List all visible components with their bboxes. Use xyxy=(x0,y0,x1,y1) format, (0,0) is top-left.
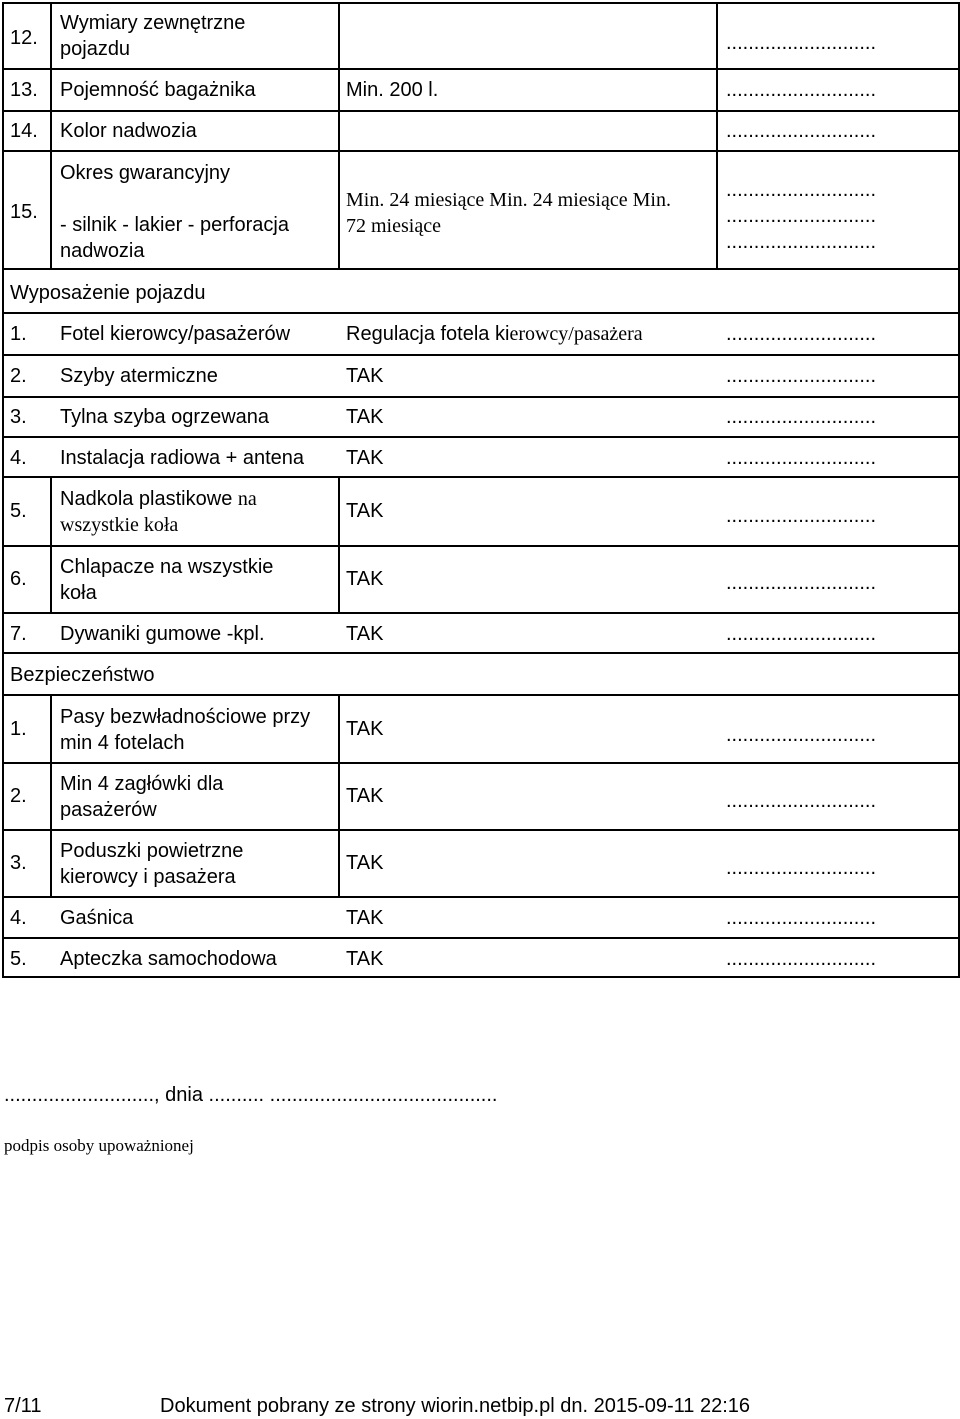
row-number: 6. xyxy=(10,568,27,590)
row-label: wszystkie koła xyxy=(60,514,179,536)
row-label: Poduszki powietrzne xyxy=(60,840,244,862)
row-number: 12. xyxy=(10,27,38,49)
row-label: koła xyxy=(60,582,97,604)
row-value: TAK xyxy=(346,852,384,874)
fill-in-dots: ........................... xyxy=(726,790,877,812)
row-label: Fotel kierowcy/pasażerów xyxy=(60,323,291,345)
row-label: Tylna szyba ogrzewana xyxy=(60,406,270,428)
row-value: TAK xyxy=(346,447,384,469)
row-value: 72 miesiące xyxy=(346,215,441,237)
row-value: TAK xyxy=(346,568,384,590)
fill-in-dots: ........................... xyxy=(726,447,877,469)
row-number: 4. xyxy=(10,907,27,929)
row-number: 3. xyxy=(10,852,27,874)
row-number: 1. xyxy=(10,323,27,345)
row-number: 3. xyxy=(10,406,27,428)
row-label-part: Nadkola plastikowe xyxy=(60,488,238,510)
fill-in-dots: ........................... xyxy=(726,179,877,201)
fill-in-dots: ........................... xyxy=(726,231,877,253)
row-label: Chlapacze na wszystkie xyxy=(60,556,274,578)
row-number: 4. xyxy=(10,447,27,469)
row-value-part: erowcy/pasażera xyxy=(509,323,643,345)
row-number: 2. xyxy=(10,785,27,807)
section-title-safety: Bezpieczeństwo xyxy=(10,664,155,686)
row-value: TAK xyxy=(346,907,384,929)
row-value: Min. 200 l. xyxy=(346,79,439,101)
row-label: Gaśnica xyxy=(60,907,134,929)
fill-in-dots: ........................... xyxy=(726,205,877,227)
row-value: TAK xyxy=(346,406,384,428)
date-place-line xyxy=(4,1082,497,1108)
row-label: Kolor nadwozia xyxy=(60,120,197,142)
row-number: 13. xyxy=(10,79,38,101)
row-number: 2. xyxy=(10,365,27,387)
row-value: TAK xyxy=(346,718,384,740)
fill-in-dots: ........................... xyxy=(726,724,877,746)
row-label: Apteczka samochodowa xyxy=(60,948,277,970)
row-label: Okres gwarancyjny xyxy=(60,162,231,184)
row-number: 5. xyxy=(10,948,27,970)
row-value: TAK xyxy=(346,785,384,807)
section-title-equipment: Wyposażenie pojazdu xyxy=(10,282,206,304)
fill-in-dots: ........................... xyxy=(726,948,877,970)
row-number: 5. xyxy=(10,500,27,522)
row-value: TAK xyxy=(346,365,384,387)
row-label: Instalacja radiowa + antena xyxy=(60,447,305,469)
row-label: - silnik - lakier - perforacja xyxy=(60,214,289,236)
fill-in-dots: ........................... xyxy=(726,120,877,142)
fill-in-dots: ........................... xyxy=(726,857,877,879)
row-label: Pojemność bagażnika xyxy=(60,79,256,101)
date-place-part: .......... ......................................... xyxy=(208,1084,498,1106)
fill-in-dots: ........................... xyxy=(726,365,877,387)
fill-in-dots: ........................... xyxy=(726,505,877,527)
row-label xyxy=(60,486,257,512)
row-label: Min 4 zagłówki dla xyxy=(60,773,224,795)
row-value xyxy=(346,321,643,347)
row-label: nadwozia xyxy=(60,240,145,262)
row-label-part: na xyxy=(237,488,257,510)
row-number: 14. xyxy=(10,120,38,142)
fill-in-dots: ........................... xyxy=(726,32,877,54)
fill-in-dots: ........................... xyxy=(726,623,877,645)
fill-in-dots: ........................... xyxy=(726,907,877,929)
row-label: Dywaniki gumowe -kpl. xyxy=(60,623,265,645)
row-number: 1. xyxy=(10,718,27,740)
signature-caption: podpis osoby upoważnionej xyxy=(4,1136,194,1155)
fill-in-dots: ........................... xyxy=(726,79,877,101)
fill-in-dots: ........................... xyxy=(726,406,877,428)
fill-in-dots: ........................... xyxy=(726,572,877,594)
fill-in-dots: ........................... xyxy=(726,323,877,345)
row-value-part: Regulacja fotela ki xyxy=(346,323,510,345)
source-note: Dokument pobrany ze strony wiorin.netbip.pl dn. 2015-09-11 22:16 xyxy=(160,1395,750,1417)
row-number: 7. xyxy=(10,623,27,645)
row-value: TAK xyxy=(346,948,384,970)
row-label: Pasy bezwładnościowe przy xyxy=(60,706,311,728)
row-label: min 4 fotelach xyxy=(60,732,185,754)
row-value: Min. 24 miesiące Min. 24 miesiące Min. xyxy=(346,189,671,211)
row-label: kierowcy i pasażera xyxy=(60,866,236,888)
row-label: pasażerów xyxy=(60,799,157,821)
row-label: Szyby atermiczne xyxy=(60,365,218,387)
date-place-part: ..........................., dnia xyxy=(4,1084,203,1106)
row-value: TAK xyxy=(346,623,384,645)
row-label: pojazdu xyxy=(60,38,131,60)
row-value: TAK xyxy=(346,500,384,522)
page-number: 7/11 xyxy=(4,1395,42,1417)
row-label: Wymiary zewnętrzne xyxy=(60,12,246,34)
row-number: 15. xyxy=(10,201,38,223)
